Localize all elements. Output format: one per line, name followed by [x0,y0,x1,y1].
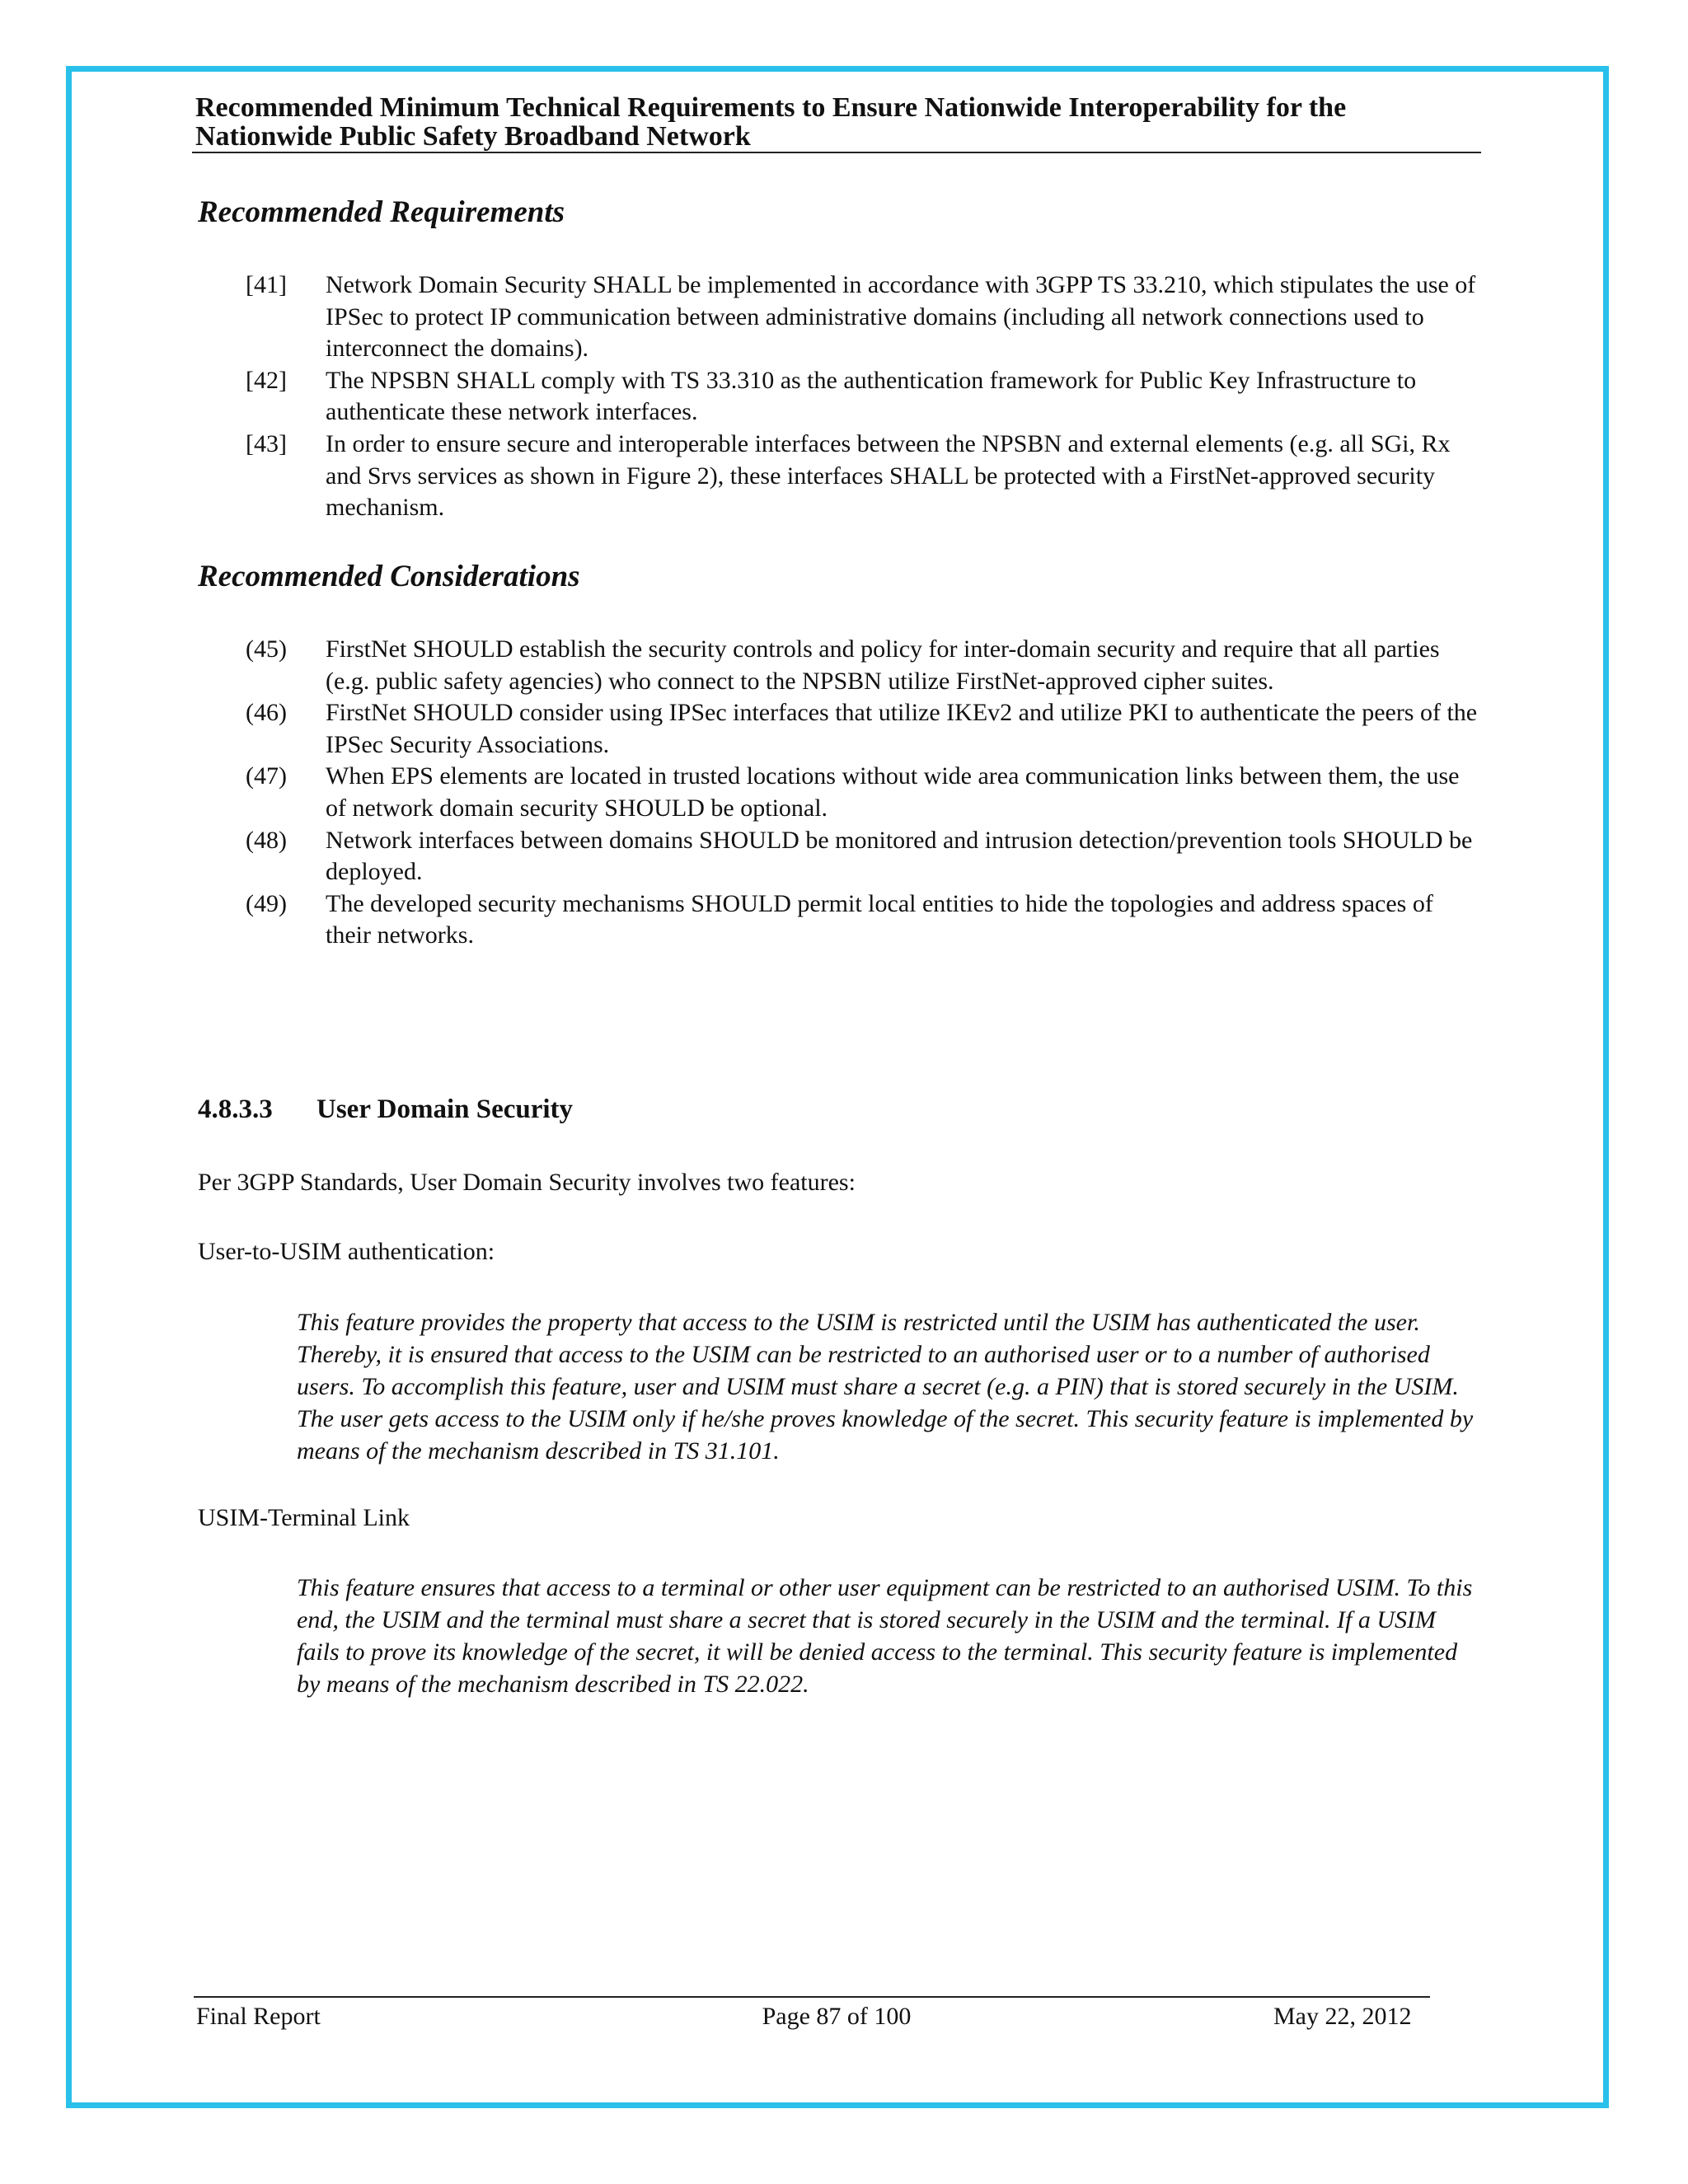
header-divider [192,152,1481,153]
requirement-number: [43] [246,429,287,457]
feature-quote-usim-terminal: This feature ensures that access to a terminal or other user equipment can be restricted to an authorised USIM. To this end, the USIM and the terminal must share a secret that is stored securely in the USIM and the terminal. If a USIM fails to prove its knowledge of the secret, it will be denied access to the terminal. This security feature is implemented by means of the mechanism described in TS 22.022. [297,1574,1473,1698]
feature-label-usim-terminal: USIM-Terminal Link [198,1504,410,1531]
section-number: 4.8.3.3 [198,1094,273,1124]
section-title: User Domain Security [316,1094,574,1124]
document-title [195,93,1481,151]
section-heading-user-domain-security [198,1093,573,1126]
consideration-item [246,634,1482,697]
document-header [195,93,1481,151]
recommended-requirements-heading: Recommended Requirements [198,195,565,229]
requirements-list [246,269,1482,524]
consideration-text: Network interfaces between domains SHOULD be monitored and intrusion detection/prevention tools SHOULD be deployed. [326,826,1473,886]
feature-quote-user-to-usim: This feature provides the property that access to the USIM is restricted until the USIM has authenticated the user. Thereby, it is ensured that access to the USIM can be restricted to an authorised user or to a number of authorised users. To accomplish this feature, user and USIM must share a secret (e.g. a PIN) that is stored securely in the USIM. The user gets access to the USIM only if he/she proves knowledge of the secret. This security feature is implemented by means of the mechanism described in TS 31.101. [297,1309,1474,1465]
footer-page-number: Page 87 of 100 [762,2003,912,2030]
document-title-line-1: Recommended Minimum Technical Requirements to Ensure Nationwide Interoperability for the [195,92,1347,123]
consideration-item [246,761,1482,824]
consideration-text: The developed security mechanisms SHOULD permit local entities to hide the topologies and address spaces of their networks. [326,889,1433,949]
consideration-number: (49) [246,889,287,917]
consideration-text: FirstNet SHOULD establish the security controls and policy for inter-domain security and require that all parties (e.g. public safety agencies) who connect to the NPSBN utilize FirstNet-approved cipher suites. [326,635,1440,695]
requirement-text: In order to ensure secure and interoperable interfaces between the NPSBN and external elements (e.g. all SGi, Rx and Srvs services as shown in Figure 2), these interfaces SHALL be protected with a FirstNet-approved security mechanism. [326,429,1451,522]
consideration-item [246,825,1482,888]
requirement-item [246,429,1482,524]
requirement-text: The NPSBN SHALL comply with TS 33.310 as the authentication framework for Public Key Infrastructure to authenticate these network interfaces. [326,366,1417,426]
footer-report-label: Final Report [196,2003,321,2030]
requirement-item [246,365,1482,429]
consideration-text: When EPS elements are located in trusted locations without wide area communication links between them, the use of network domain security SHOULD be optional. [326,762,1460,822]
consideration-number: (45) [246,635,287,663]
recommended-considerations-heading: Recommended Considerations [198,560,580,593]
section-intro: Per 3GPP Standards, User Domain Security involves two features: [198,1169,856,1196]
consideration-number: (48) [246,826,287,854]
document-title-line-2: Nationwide Public Safety Broadband Network [195,121,751,152]
requirement-text: Network Domain Security SHALL be implemented in accordance with 3GPP TS 33.210, which stipulates the use of IPSec to protect IP communication between administrative domains (including all network connections used to interconnect the domains). [326,271,1476,363]
feature-label-user-to-usim: User-to-USIM authentication: [198,1238,495,1265]
footer-divider [194,1996,1430,1998]
consideration-item [246,888,1482,952]
consideration-text: FirstNet SHOULD consider using IPSec interfaces that utilize IKEv2 and utilize PKI to authenticate the peers of the IPSec Security Associations. [326,699,1478,758]
consideration-number: (46) [246,699,287,727]
footer-date: May 22, 2012 [1273,2003,1412,2030]
consideration-item [246,697,1482,761]
requirement-number: [42] [246,366,287,394]
requirement-item [246,269,1482,365]
consideration-number: (47) [246,762,287,790]
requirement-number: [41] [246,271,287,298]
considerations-list [246,634,1482,952]
